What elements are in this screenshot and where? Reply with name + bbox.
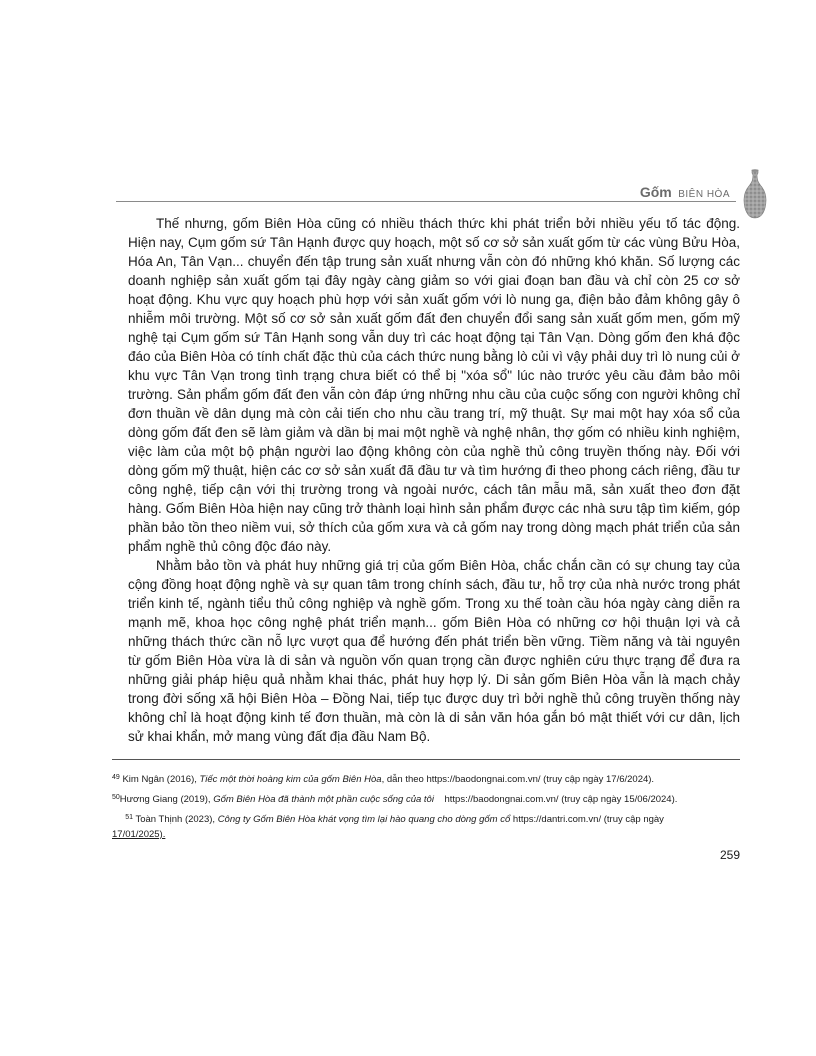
header-title-main: Gốm [639, 184, 672, 200]
running-header-title [640, 184, 730, 202]
body-paragraph: Thế nhưng, gốm Biên Hòa cũng có nhiều thách thức khi phát triển bởi nhiều yếu tố tác động. Hiện nay, Cụm gốm sứ Tân Hạnh được quy hoạch, một số cơ sở sản xuất gốm từ các vùng Bửu Hòa, Hóa An, Tân Vạn... chuyển đến tập trung sản xuất nhưng vẫn còn đó những khó khăn. Số lượng các doanh nghiệp sản xuất gốm tại đây ngày càng giảm so với giai đoạn ban đầu và chỉ còn 25 cơ sở hoạt động. Khu vực quy hoạch phù hợp với sản xuất gốm với lò nung ga, điện bảo đảm không gây ô nhiễm môi trường. Một số cơ sở sản xuất gốm đất đen chuyển đổi sang sản xuất gốm men, gốm mỹ nghệ tại Cụm gốm sứ Tân Hạnh song vẫn duy trì các hoạt động tại Tân Vạn. Dòng gốm đen khá độc đáo của Biên Hòa có tính chất đặc thù của cách thức nung bằng lò củi vì vậy phải duy trì lò nung củi ở khu vực Tân Vạn trong tình trạng chưa biết có thể bị "xóa sổ" lúc nào trước yêu cầu đảm bảo môi trường. Sản phẩm gốm đất đen vẫn còn đáp ứng những nhu cầu của cuộc sống con người không chỉ đơn thuần về dân dụng mà còn cải tiến cho nhu cầu trang trí, mỹ thuật. Sự mai một hay xóa sổ của dòng gốm đất đen sẽ làm giảm và dần bị mai một nghề và nghệ nhân, thợ gốm có nhiều kinh nghiệm, việc làm của một bộ phận người lao động không còn của nghề thủ công truyền thống này. Đối với dòng gốm mỹ thuật, hiện các cơ sở sản xuất đã đầu tư và tìm hướng đi theo phong cách riêng, đầu tư công nghệ, tiếp cận với thị trường trong và ngoài nước, cách tân mẫu mã, sản xuất theo đơn đặt hàng. Gốm Biên Hòa hiện nay cũng trở thành loại hình sản phẩm được các nhà sưu tập tìm kiếm, góp phần bảo tồn theo niềm vui, sở thích của gốm xưa và cả gốm nay trong dòng mạch phát triển của sản phẩm nghề thủ công độc đáo này. [128, 216, 740, 554]
running-header [116, 184, 736, 204]
footnotes [112, 770, 740, 845]
header-title-sub: BIÊN HÒA [678, 189, 730, 200]
footnote-50 [112, 790, 740, 807]
footnote-51 [112, 810, 740, 842]
footnote-text: , dẫn theo https://baodongnai.com.vn/ (truy cập ngày 17/6/2024). [381, 774, 655, 785]
ceramic-vase-icon [742, 168, 768, 220]
footnote-text: https://dantri.com.vn/ (truy cập ngày [510, 814, 664, 825]
footnote-text: Kim Ngân (2016), [122, 774, 200, 785]
page-number: 259 [719, 848, 740, 862]
footnote-text: https://baodongnai.com.vn/ (truy cập ngày 15/06/2024). [433, 794, 678, 805]
footnote-49 [112, 770, 740, 787]
body-paragraph: Nhằm bảo tồn và phát huy những giá trị của gốm Biên Hòa, chắc chắn cần có sự chung tay của cộng đồng hoạt động nghề và sự quan tâm trong chính sách, đầu tư, hỗ trợ của nhà nước trong phát triển kinh tế, ngành tiểu thủ công nghiệp và nghề gốm. Trong xu thế toàn cầu hóa ngày càng diễn ra mạnh mẽ, khoa học công nghệ phát triển mạnh... gốm Biên Hòa có những cơ hội thuận lợi và cả những thách thức cần nỗ lực vượt qua để hướng đến phát triển bền vững. Tiềm năng và tài nguyên từ gốm Biên Hòa vừa là di sản và nguồn vốn quan trọng cần được nghiên cứu thực trạng để đưa ra những giải pháp hiệu quả nhằm khai thác, phát huy hợp lý. Di sản gốm Biên Hòa vẫn là mạch chảy trong đời sống xã hội Biên Hòa – Đồng Nai, tiếp tục được duy trì bởi nghề thủ công truyền thống này không chỉ là hoạt động kinh tế đơn thuần, mà còn là di sản văn hóa gắn bó mật thiết với cư dân, lịch sử khai khẩn, mở mang vùng đất địa đầu Nam Bộ. [128, 558, 740, 744]
footnote-title: Gốm Biên Hòa đã thành một phần cuộc sống của tôi [213, 794, 434, 805]
footnote-text: Hương Giang (2019), [119, 794, 214, 805]
footnote-number: 51 [125, 814, 133, 821]
footnote-separator [112, 759, 740, 760]
main-body-text [128, 214, 740, 746]
footnote-continuation: 17/01/2025). [112, 829, 166, 840]
footnote-text: Toàn Thịnh (2023), [135, 814, 218, 825]
footnote-title: Tiếc một thời hoàng kim của gốm Biên Hòa [199, 774, 382, 785]
footnote-number: 50 [112, 794, 120, 801]
footnote-number: 49 [112, 774, 120, 781]
header-rule [116, 201, 736, 202]
footnote-title: Công ty Gốm Biên Hòa khát vọng tìm lại hào quang cho dòng gốm cổ [217, 814, 511, 825]
